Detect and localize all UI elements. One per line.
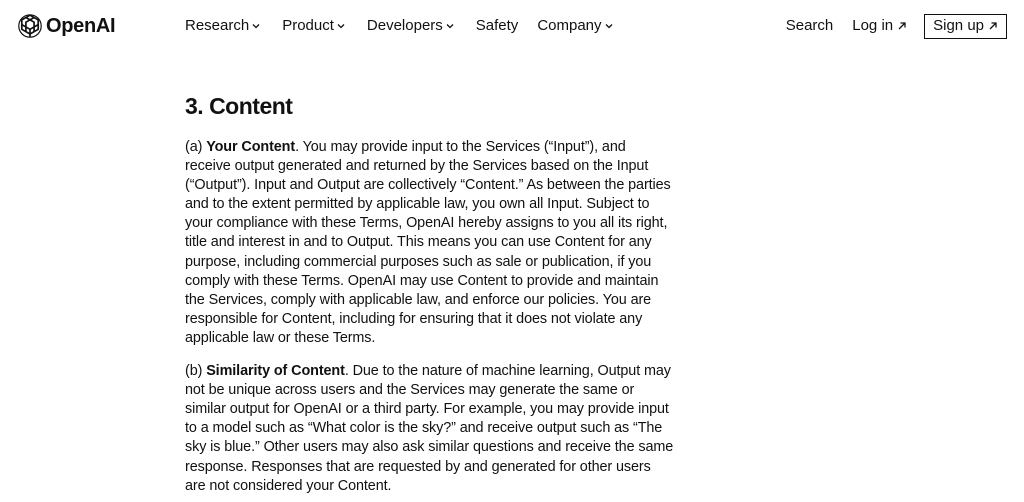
terms-section (185, 90, 675, 496)
search-button[interactable] (786, 14, 834, 38)
main-nav (185, 14, 614, 38)
chevron-down-icon (336, 21, 346, 31)
chevron-down-icon (604, 21, 614, 31)
login-label: Log in (852, 17, 894, 34)
nav-research[interactable] (185, 14, 261, 38)
para-a-text: . You may provide input to the Services (“Input”), and receive output generated and returned by the Services based on the Input (“Output”). Input and Output are collectively “Content.” As between the parties and to the extent permitted by applicable law, you own all Input. Subject to your compliance with these Terms, OpenAI hereby assigns to you all its right, title and interest in and to Output. This means you can use Content for any purpose, including commercial purposes such as sale or publication, if you comply with these Terms. OpenAI may use Content to provide and maintain the Services, comply with applicable law, and enforce our policies. You are responsible for Content, including for ensuring that it does not violate any applicable law or these Terms. (185, 139, 671, 346)
logo-text: OpenAI (46, 15, 116, 37)
para-a-prefix: (a) (185, 139, 207, 155)
openai-logo-link[interactable] (17, 12, 115, 40)
nav-company[interactable] (537, 14, 613, 38)
paragraph-similarity-of-content (185, 362, 675, 496)
para-b-title: Similarity of Content (206, 363, 345, 380)
signup-label: Sign up (933, 17, 984, 34)
login-link[interactable] (852, 14, 907, 38)
signup-button[interactable] (924, 14, 1007, 39)
top-navigation-bar (0, 0, 1024, 52)
nav-research-label: Research (185, 17, 250, 34)
chevron-down-icon (445, 21, 455, 31)
nav-company-label: Company (537, 17, 602, 34)
search-label: Search (785, 17, 834, 34)
nav-product[interactable] (282, 14, 346, 38)
nav-developers[interactable] (367, 14, 455, 38)
nav-product-label: Product (282, 17, 334, 34)
nav-developers-label: Developers (366, 17, 443, 34)
paragraph-your-content (185, 138, 675, 348)
chevron-down-icon (251, 21, 261, 31)
para-a-title: Your Content (206, 139, 296, 155)
para-b-text: . Due to the nature of machine learning, Output may not be unique across users and the Services may generate the same or similar output for OpenAI or a third party. For example, you may provide input to a model such as “What color is the sky?” and receive output such as “The sky is blue.” Other users may also ask similar questions and receive the same response. Responses that are requested by and generated for other users are not considered your Content. (185, 363, 674, 494)
arrow-up-right-icon (988, 21, 998, 31)
nav-safety[interactable] (476, 14, 519, 38)
openai-logo-icon (17, 13, 43, 39)
arrow-up-right-icon (897, 21, 907, 31)
nav-safety-label: Safety (475, 17, 519, 34)
para-b-prefix: (b) (185, 363, 207, 380)
section-heading: 3. Content (185, 93, 293, 119)
header-actions (786, 12, 1007, 40)
